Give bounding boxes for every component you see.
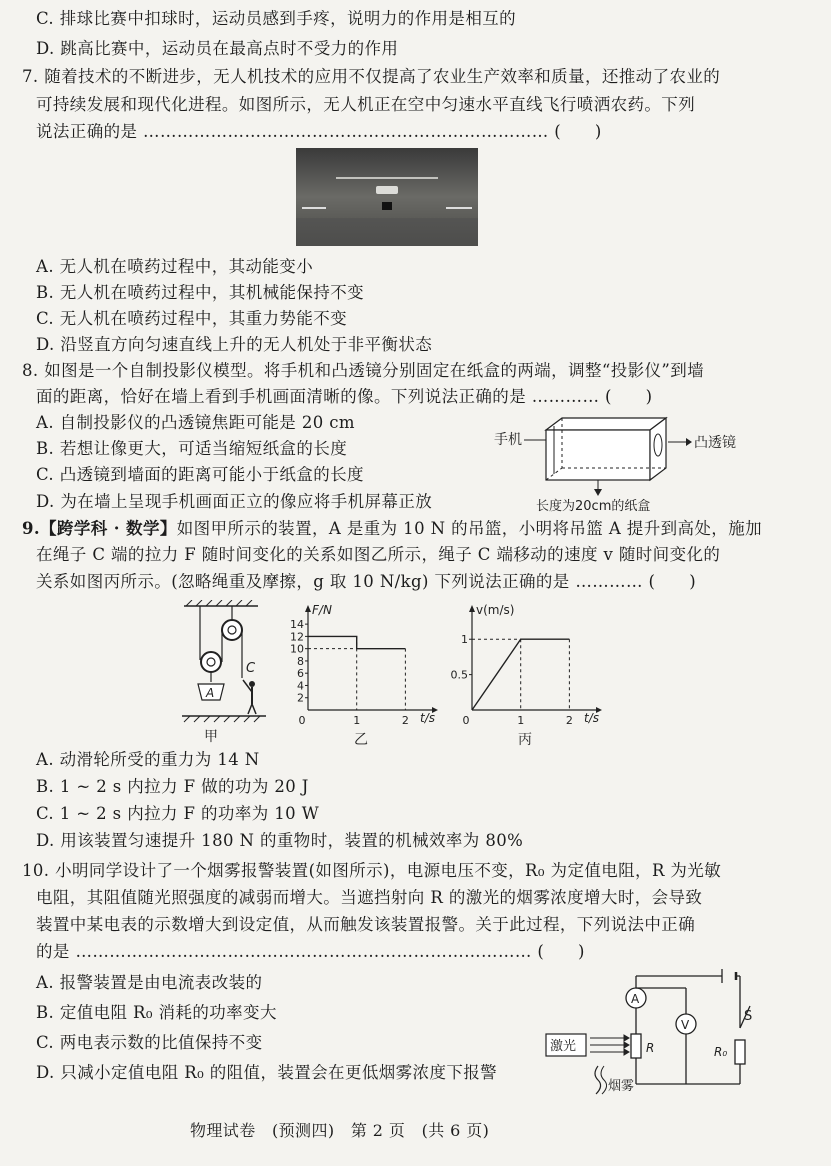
y-axis-label: F/N <box>312 603 332 617</box>
caption-bing: 丙 <box>518 732 532 748</box>
x-axis-label: t/s <box>584 711 599 725</box>
label-smoke: 烟雾 <box>608 1079 635 1094</box>
q7-option-a: A. 无人机在喷药过程中，其动能变小 <box>36 257 314 276</box>
y-tick-label: 4 <box>297 679 304 693</box>
y-tick-label: 2 <box>297 691 304 705</box>
q10-stem-line3: 装置中某电表的示数增大到设定值，从而触发该装置报警。关于此过程，下列说法中正确 <box>36 915 696 934</box>
label-switch: S <box>744 1009 753 1024</box>
q7-option-d: D. 沿竖直方向匀速直线上升的无人机处于非平衡状态 <box>36 335 433 354</box>
q8-option-b: B. 若想让像更大，可适当缩短纸盒的长度 <box>36 439 348 458</box>
q9-stem-line1 <box>22 518 762 540</box>
q9-option-b: B. 1 ~ 2 s 内拉力 F 做的功为 20 J <box>36 777 309 796</box>
x-axis-label: t/s <box>420 711 435 725</box>
smoke-icon <box>595 1066 601 1094</box>
battery-icon <box>722 969 736 983</box>
person-icon <box>243 680 256 714</box>
projector-box-figure <box>490 412 790 516</box>
label-laser: 激光 <box>550 1039 577 1054</box>
label-a: A <box>206 686 215 700</box>
label-voltmeter: V <box>681 1018 690 1032</box>
q9-stem-line2: 在绳子 C 端的拉力 F 随时间变化的关系如图乙所示，绳子 C 端移动的速度 v 随时间变化的 <box>36 545 721 564</box>
q7-option-c: C. 无人机在喷药过程中，其重力势能不变 <box>36 309 348 328</box>
q6-option-d: D. 跳高比赛中，运动员在最高点时不受力的作用 <box>36 39 399 58</box>
q10-option-b: B. 定值电阻 R₀ 消耗的功率变大 <box>36 1003 277 1022</box>
x-tick-label: 2 <box>401 714 409 727</box>
q8-stem-line2: 面的距离，恰好在墙上看到手机画面清晰的像。下列说法正确的是 ………… ( ) <box>36 387 653 406</box>
y-tick-label: 12 <box>290 630 304 644</box>
force-time-chart <box>284 600 444 750</box>
q8-option-a: A. 自制投影仪的凸透镜焦距可能是 20 cm <box>36 413 355 432</box>
label-lens: 凸透镜 <box>694 435 736 451</box>
q7-stem-line1: 7. 随着技术的不断进步，无人机技术的应用不仅提高了农业生产效率和质量，还推动了农业的 <box>22 67 721 86</box>
q9-stem-line1-rest: 如图甲所示的装置，A 是重为 10 N 的吊篮，小明将吊篮 A 提升到高处，施加 <box>176 519 762 538</box>
y-tick-label: 1 <box>461 633 468 647</box>
label-ammeter: A <box>631 992 640 1006</box>
caption-yi: 乙 <box>354 732 368 748</box>
x-tick-label: 1 <box>353 714 361 727</box>
resistor-r <box>631 1034 641 1058</box>
x-tick-label: 0 <box>462 714 470 727</box>
q7-stem-line3: 说法正确的是 ……………………………………………………………… ( ) <box>36 122 602 141</box>
q10-stem-line1: 10. 小明同学设计了一个烟雾报警装置(如图所示)，电源电压不变，R₀ 为定值电阻，R 为光敏 <box>22 861 722 880</box>
velocity-time-chart <box>448 600 608 750</box>
page-footer: 物理试卷 (预测四) 第 2 页 (共 6 页) <box>190 1121 490 1140</box>
y-tick-label: 10 <box>290 642 304 656</box>
q8-option-c: C. 凸透镜到墙面的距离可能小于纸盒的长度 <box>36 465 364 484</box>
q7-stem-line2: 可持续发展和现代化进程。如图所示，无人机正在空中匀速水平直线飞行喷洒农药。下列 <box>36 95 696 114</box>
q8-option-d: D. 为在墙上呈现手机画面正立的像应将手机屏幕正放 <box>36 492 433 511</box>
label-c: C <box>246 661 256 676</box>
y-tick-label: 0.5 <box>450 668 468 682</box>
x-tick-label: 0 <box>298 714 306 727</box>
y-axis-label: v(m/s) <box>476 603 515 617</box>
label-r0: R₀ <box>714 1045 728 1059</box>
x-tick-label: 2 <box>565 714 573 727</box>
q7-option-b: B. 无人机在喷药过程中，其机械能保持不变 <box>36 283 365 302</box>
q10-option-c: C. 两电表示数的比值保持不变 <box>36 1033 263 1052</box>
y-tick-label: 6 <box>297 667 304 681</box>
q10-option-a: A. 报警装置是由电流表改装的 <box>36 973 263 992</box>
q6-option-c: C. 排球比赛中扣球时，运动员感到手疼，说明力的作用是相互的 <box>36 9 517 28</box>
q9-option-a: A. 动滑轮所受的重力为 14 N <box>36 750 260 769</box>
y-tick-label: 14 <box>290 618 304 632</box>
drone-photo <box>296 148 478 246</box>
caption-jia: 甲 <box>204 729 218 745</box>
smoke-alarm-circuit <box>540 966 810 1098</box>
label-r: R <box>646 1041 655 1055</box>
q10-option-d: D. 只减小定值电阻 R₀ 的阻值，装置会在更低烟雾浓度下报警 <box>36 1063 498 1082</box>
q9-option-c: C. 1 ~ 2 s 内拉力 F 的功率为 10 W <box>36 804 320 823</box>
q8-stem-line1: 8. 如图是一个自制投影仪模型。将手机和凸透镜分别固定在纸盒的两端，调整“投影仪”到墙 <box>22 361 705 380</box>
y-tick-label: 8 <box>297 654 304 668</box>
q9-option-d: D. 用该装置匀速提升 180 N 的重物时，装置的机械效率为 80% <box>36 831 524 850</box>
label-phone: 手机 <box>494 432 522 448</box>
q10-stem-line2: 电阻，其阻值随光照强度的减弱而增大。当遮挡射向 R 的激光的烟雾浓度增大时，会导致 <box>36 888 703 907</box>
resistor-r0 <box>735 1040 745 1064</box>
label-box: 长度为20cm的纸盒 <box>536 499 651 514</box>
x-tick-label: 1 <box>517 714 525 727</box>
q9-stem-line3: 关系如图丙所示。(忽略绳重及摩擦，g 取 10 N/kg) 下列说法正确的是 ………… ( ) <box>36 572 697 591</box>
pulley-figure <box>176 600 276 748</box>
q9-tag: 9.【跨学科 · 数学】 <box>22 519 177 538</box>
q10-stem-line4: 的是 ……………………………………………………………………… ( ) <box>36 942 585 961</box>
